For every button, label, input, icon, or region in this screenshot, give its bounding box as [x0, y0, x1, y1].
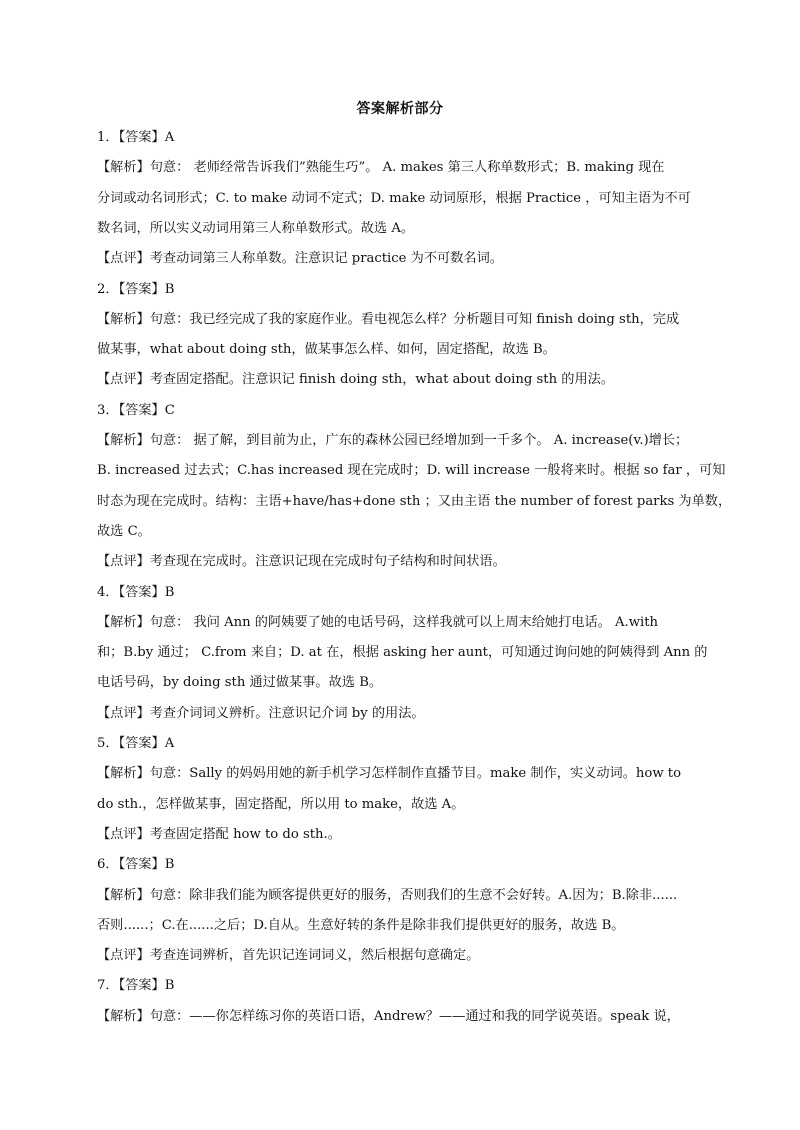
text-line: 电话号码，by doing sth 通过做某事。故选 B。 — [97, 675, 383, 691]
text-line: 【点评】考查现在完成时。注意识记现在完成时句子结构和时间状语。 — [97, 554, 506, 570]
text-line: 【点评】考查介词词义辨析。注意识记介词 by 的用法。 — [97, 705, 425, 721]
text-line: 6．【答案】B — [97, 857, 175, 873]
text-line: 3．【答案】C — [97, 402, 175, 418]
text-line: 【解析】句意： 据了解，到目前为止，广东的森林公园已经增加到一千多个。 A. increase(v.)增长； — [97, 433, 689, 448]
text-line: 【解析】句意：Sally 的妈妈用她的新手机学习怎样制作直播节目。make 制作，实义动词。how to — [97, 766, 682, 782]
text-line: 分词或动名词形式；C. to make 动词不定式；D. make 动词原形，根据 Practice ，可知主语为不可 — [97, 190, 691, 206]
text-line: 【点评】考查动词第三人称单数。注意识记 practice 为不可数名词。 — [97, 251, 503, 267]
text-line: 【点评】考查连词辨析，首先识记连词词义，然后根据句意确定。 — [97, 948, 480, 964]
text-line: B. increased 过去式；C.has increased 现在完成时；D. will increase 一般将来时。根据 so far ，可知 — [97, 463, 726, 479]
text-line: 做某事，what about doing sth，做某事怎么样、如何，固定搭配，故选 B。 — [97, 342, 556, 358]
text-line: 4．【答案】B — [97, 584, 175, 600]
text-line: 5．【答案】A — [97, 736, 175, 751]
text-line: 2．【答案】B — [97, 281, 175, 297]
text-line: 【解析】句意： 老师经常告诉我们”熟能生巧”。 A. makes 第三人称单数形式；B. making 现在 — [97, 160, 665, 176]
page-title: 答案解析部分 — [356, 101, 444, 117]
text-line: 否则......；C.在......之后；D.自从。生意好转的条件是除非我们提供更好的服务，故选 B。 — [97, 917, 625, 933]
text-line: 【解析】句意： 我问 Ann 的阿姨要了她的电话号码，这样我就可以上周末给她打电话。 A.with — [97, 614, 659, 630]
text-line: 【解析】句意：我已经完成了我的家庭作业。看电视怎么样？分析题目可知 finish doing sth，完成 — [97, 311, 680, 327]
text-line: 【解析】句意：——你怎样练习你的英语口语，Andrew？——通过和我的同学说英语。speak 说， — [97, 1008, 680, 1024]
text-line: 1．【答案】A — [97, 130, 175, 145]
text-line: 故选 C。 — [97, 523, 151, 539]
text-line: do sth.，怎样做某事，固定搭配，所以用 to make，故选 A。 — [97, 796, 465, 812]
text-line: 【解析】句意：除非我们能为顾客提供更好的服务，否则我们的生意不会好转。A.因为；B.除非...... — [97, 887, 678, 903]
text-line: 和；B.by 通过； C.from 来自；D. at 在，根据 asking her aunt，可知通过询问她的阿姨得到 Ann 的 — [97, 645, 708, 661]
text-line: 【点评】考查固定搭配 how to do sth.。 — [97, 826, 341, 842]
text-line: 时态为现在完成时。结构：主语+have/has+done sth ；又由主语 the number of forest parks 为单数， — [97, 493, 732, 509]
text-line: 【点评】考查固定搭配。注意识记 finish doing sth，what about doing sth 的用法。 — [97, 372, 615, 388]
text-line: 数名词，所以实义动词用第三人称单数形式。故选 A。 — [97, 220, 415, 236]
text-line: 7．【答案】B — [97, 978, 175, 994]
